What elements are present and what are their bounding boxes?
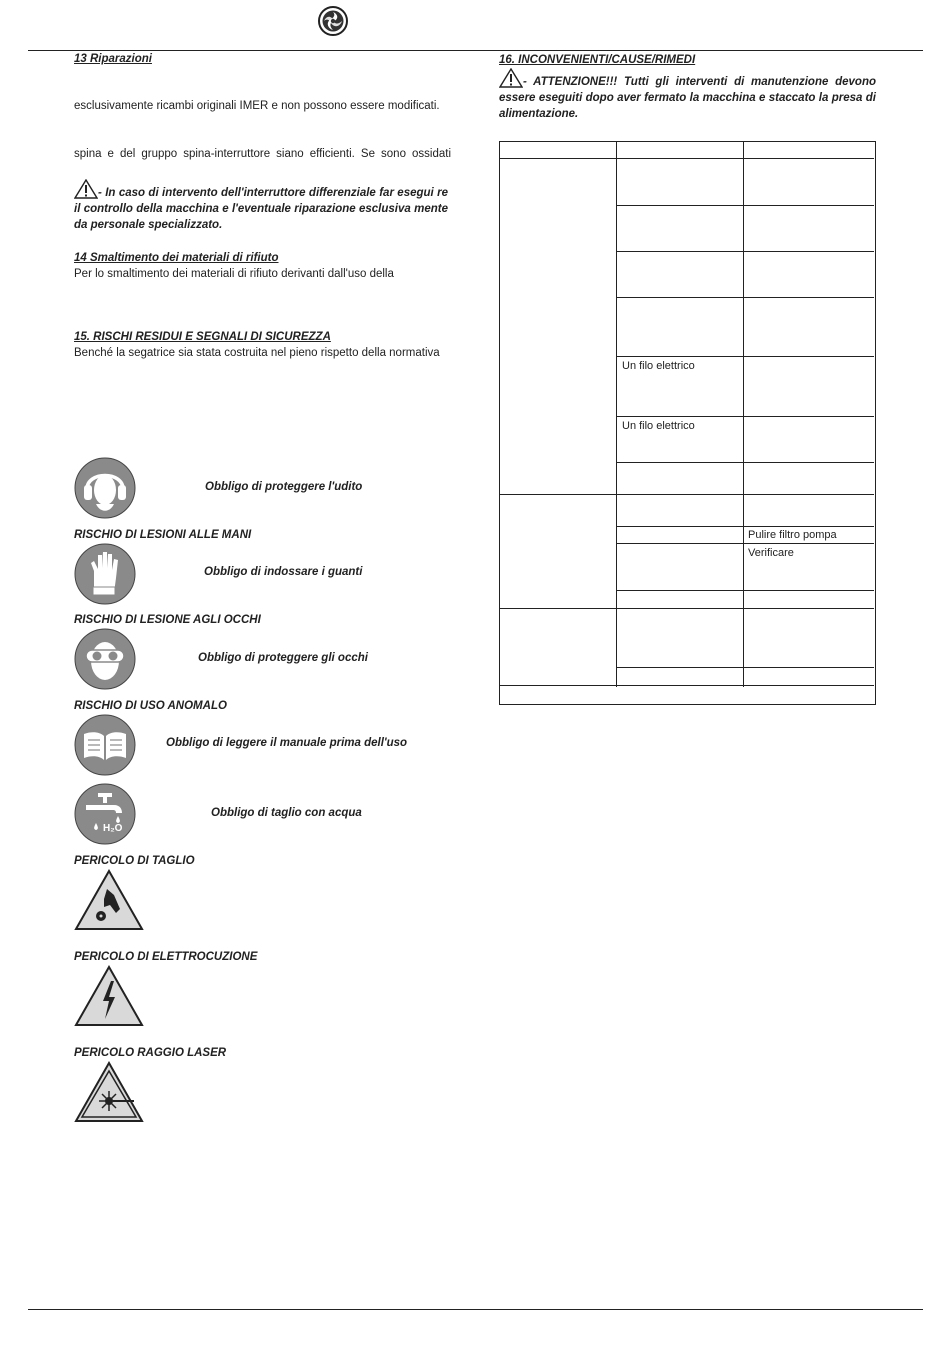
table-row-line	[616, 543, 874, 544]
eyes-label: Obbligo di proteggere gli occhi	[198, 652, 368, 664]
eye-protection-icon	[74, 628, 136, 690]
table-row-line	[616, 251, 874, 252]
section-14-line-1: Per lo smaltimento dei materiali di rifiuto derivanti dall'uso della	[74, 268, 394, 280]
table-col-divider-2	[743, 142, 744, 687]
imer-logo-icon	[318, 6, 348, 36]
water-label: Obbligo di taglio con acqua	[211, 807, 362, 819]
section-16-title: 16. INCONVENIENTI/CAUSE/RIMEDI	[499, 54, 696, 66]
section-16-warning-text: - ATTENZIONE!!! Tutti gli interventi di manutenzione devono essere eseguiti dopo aver fermato la macchina e staccato la presa di alimentazione.	[499, 76, 876, 120]
laser-hazard-icon	[74, 1061, 144, 1123]
water-tap-icon	[74, 783, 136, 845]
table-row-line	[616, 462, 874, 463]
hands-risk-heading: RISCHIO DI LESIONI ALLE MANI	[74, 529, 252, 541]
ear-protection-icon	[74, 457, 136, 519]
troubleshooting-table	[499, 141, 876, 705]
hearing-label: Obbligo di proteggere l'udito	[205, 481, 363, 493]
gloves-label: Obbligo di indossare i guanti	[204, 566, 363, 578]
table-group-line	[500, 494, 874, 495]
table-cell-pump-filter: Pulire filtro pompa	[748, 529, 837, 541]
cut-hazard-icon	[74, 869, 144, 931]
misuse-risk-heading: RISCHIO DI USO ANOMALO	[74, 700, 227, 712]
eyes-risk-heading: RISCHIO DI LESIONE AGLI OCCHI	[74, 614, 261, 626]
electric-hazard-icon	[74, 965, 144, 1027]
electrocution-danger-heading: PERICOLO DI ELETTROCUZIONE	[74, 951, 258, 963]
table-row-line	[616, 416, 874, 417]
table-row-line	[616, 356, 874, 357]
water-icon-text: H₂O	[103, 823, 123, 834]
table-header-line	[500, 158, 874, 159]
table-row-line	[616, 205, 874, 206]
section-13-title: 13 Riparazioni	[74, 53, 152, 65]
section-13-warning-text: - In caso di intervento dell'interruttore differenziale far esegui re il controllo della macchina e l'eventuale riparazione esclusiva mente da personale specializzato.	[74, 187, 448, 231]
cut-danger-heading: PERICOLO DI TAGLIO	[74, 855, 195, 867]
section-15-line-1: Benché la segatrice sia stata costruita nel pieno rispetto della normativa	[74, 347, 440, 359]
table-cell-wire-1: Un filo elettrico	[622, 360, 695, 372]
table-row-line	[616, 526, 874, 527]
table-group-line	[500, 685, 874, 686]
table-row-line	[616, 667, 874, 668]
section-13-line-2: spina e del gruppo spina-interruttore siano efficienti. Se sono ossidati	[74, 148, 451, 160]
manual-label: Obbligo di leggere il manuale prima dell'uso	[166, 737, 408, 749]
gloves-icon	[74, 543, 136, 605]
section-13-line-1: esclusivamente ricambi originali IMER e non possono essere modificati.	[74, 100, 440, 112]
warning-triangle-icon	[74, 179, 98, 199]
water-cut-sign	[74, 783, 136, 845]
section-14-title: 14 Smaltimento dei materiali di rifiuto	[74, 252, 279, 264]
table-group-line	[500, 608, 874, 609]
footer-rule	[28, 1309, 923, 1310]
section-15-title: 15. RISCHI RESIDUI E SEGNALI DI SICUREZZA	[74, 331, 331, 343]
table-cell-wire-2: Un filo elettrico	[622, 420, 695, 432]
section-16-warning	[499, 68, 876, 122]
header-rule	[28, 50, 923, 51]
laser-danger-heading: PERICOLO RAGGIO LASER	[74, 1047, 227, 1059]
section-13-warning	[74, 179, 448, 233]
read-manual-icon	[74, 714, 136, 776]
table-cell-check: Verificare	[748, 547, 794, 559]
table-row-line	[616, 590, 874, 591]
table-row-line	[616, 297, 874, 298]
warning-triangle-icon	[499, 68, 523, 88]
table-col-divider-1	[616, 142, 617, 687]
